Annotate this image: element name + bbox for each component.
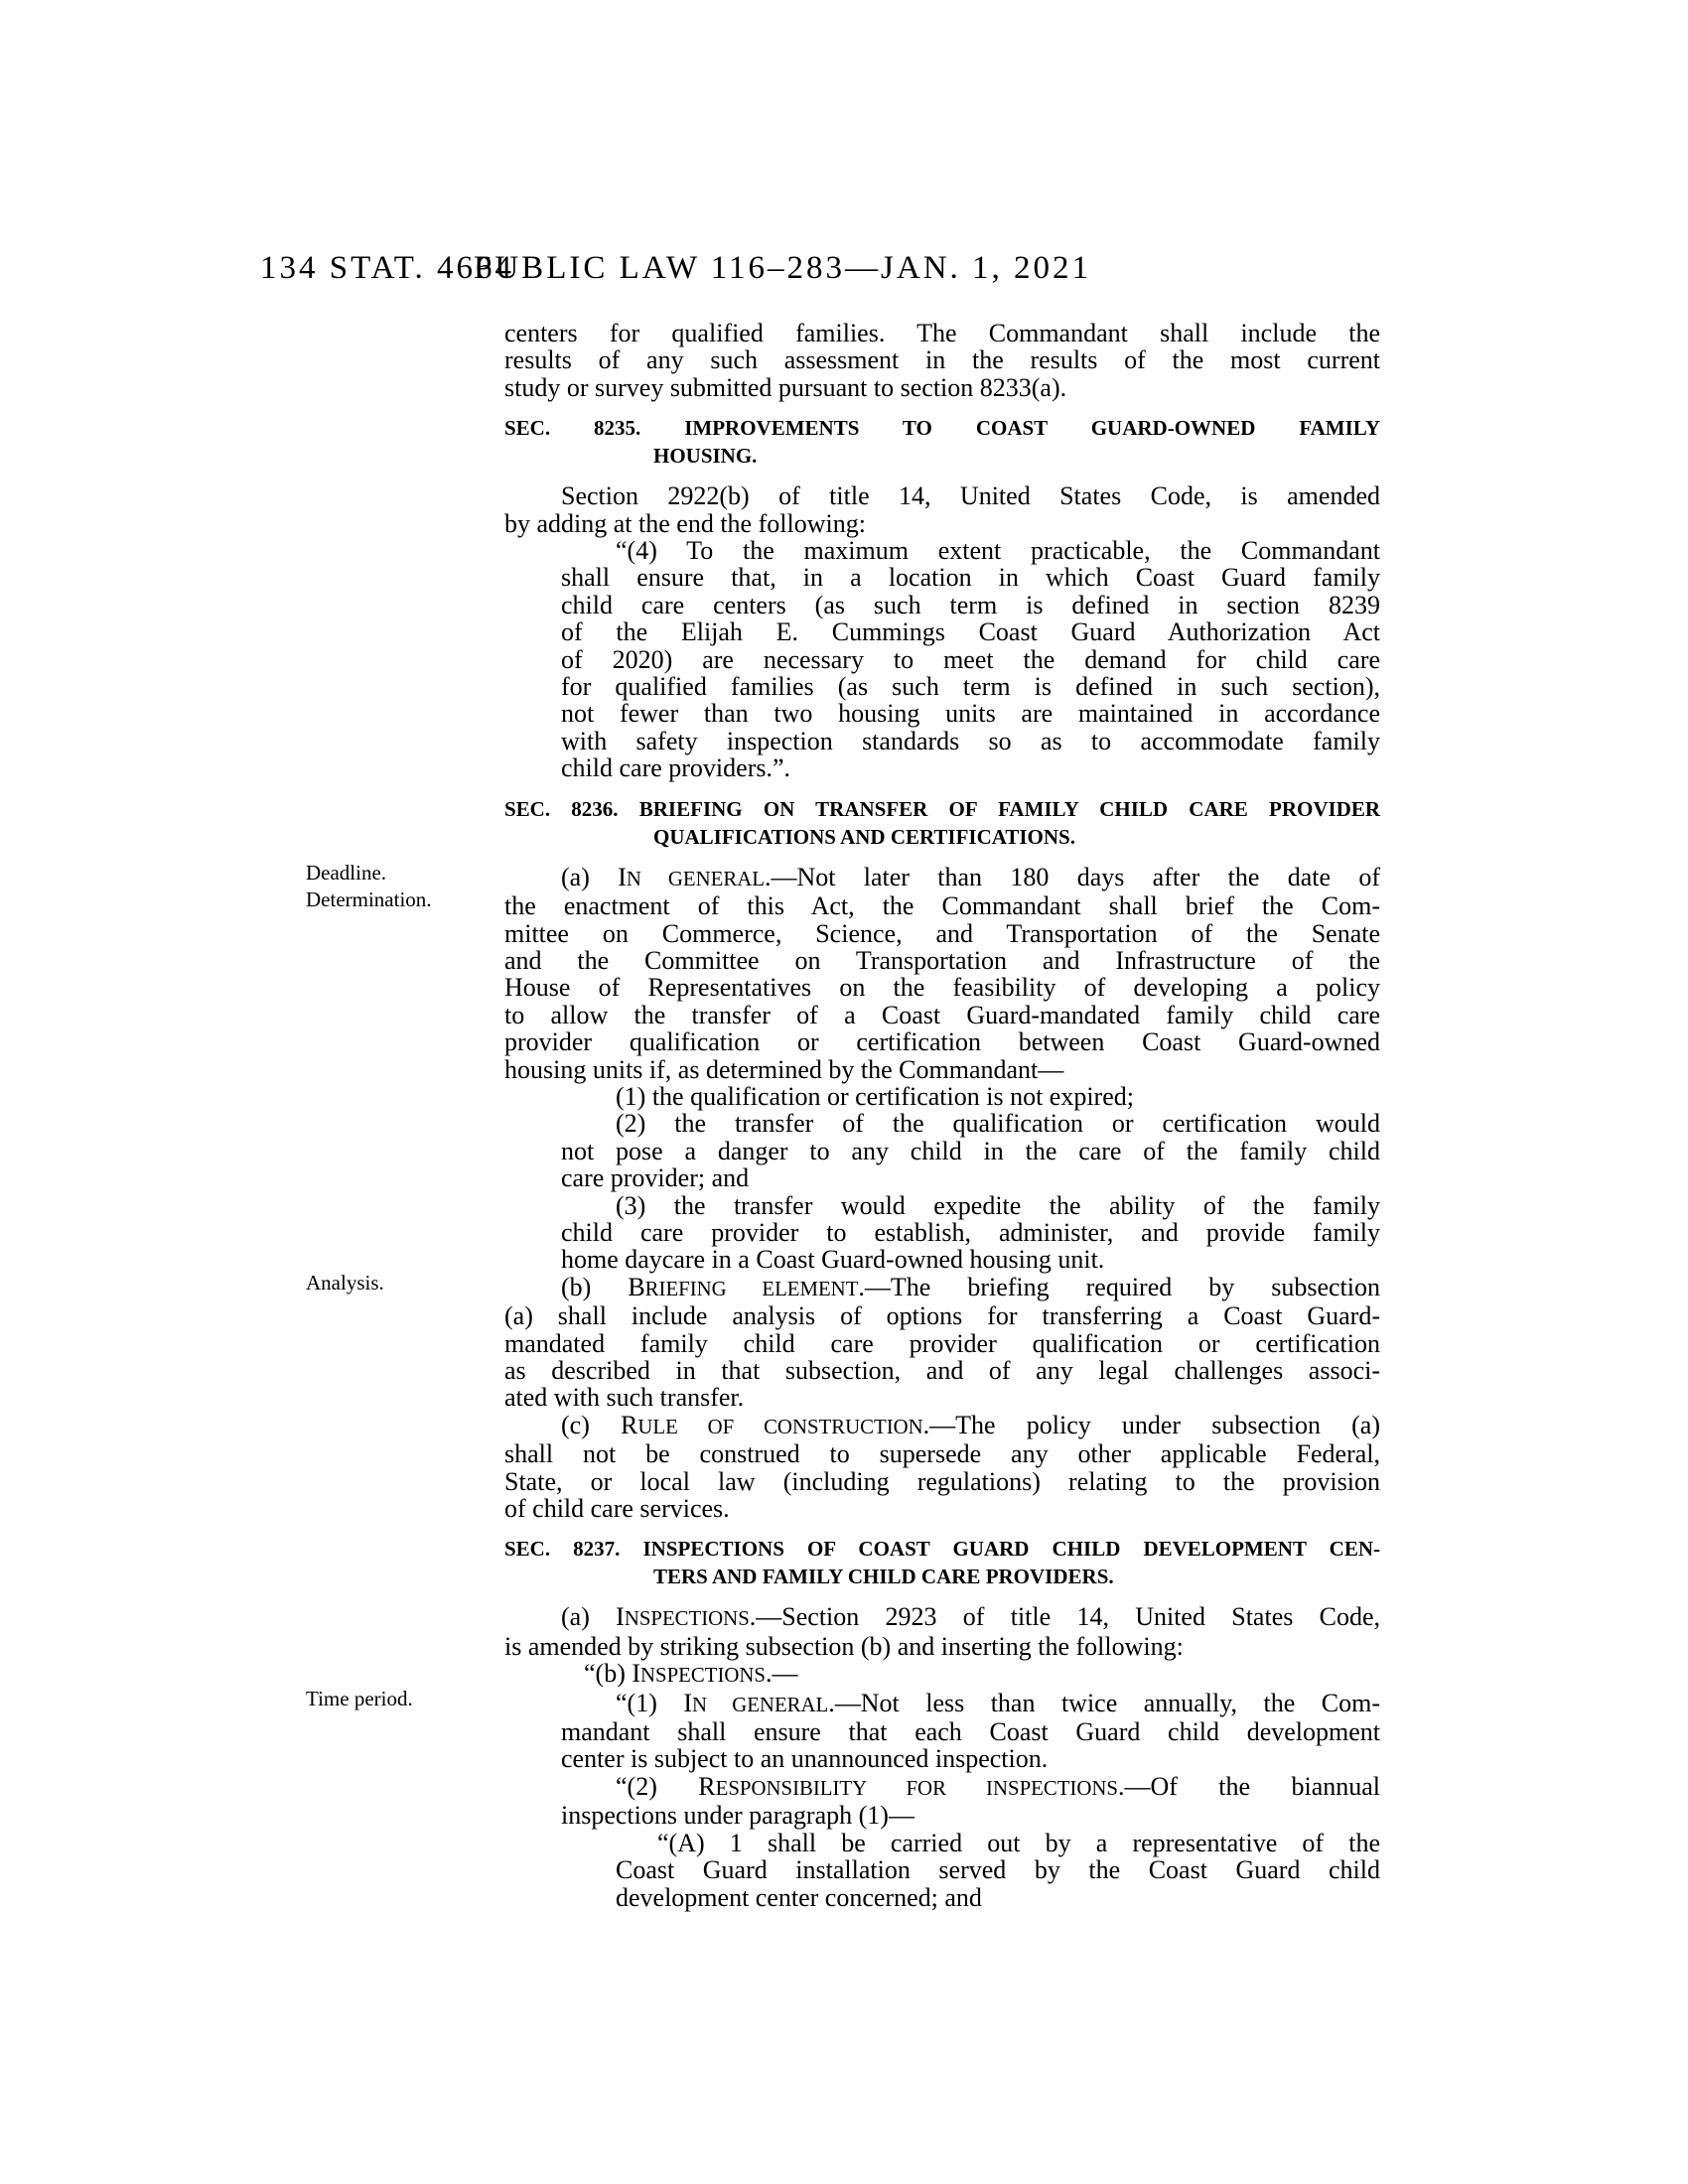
paragraph — [504, 1083, 1380, 1110]
text-line: with safety inspection standards so as to accommodate family — [561, 726, 1380, 755]
text-line: care provider; and — [561, 1163, 750, 1193]
small-caps-text: N GENERAL — [626, 867, 765, 890]
margin-note-line: Time period. — [306, 1686, 413, 1710]
small-caps-text: RIEFING ELEMENT — [644, 1277, 859, 1300]
text-line: (c) RULE OF CONSTRUCTION.—The policy under subsection (a) — [561, 1410, 1380, 1439]
text-line: (1) the qualification or certification is not expired; — [616, 1081, 1134, 1111]
text-line: House of Representatives on the feasibility of developing a policy — [504, 973, 1380, 1003]
text-line: SEC. 8235. IMPROVEMENTS TO COAST GUARD-OWNED FAMILY — [504, 416, 1380, 441]
text-line: housing units if, as determined by the Commandant— — [504, 1054, 1064, 1084]
margin-note — [306, 1686, 499, 1712]
text-line: (a) shall include analysis of options for transferring a Coast Guard- — [504, 1301, 1380, 1331]
text-line: (2) the transfer of the qualification or certification would — [616, 1109, 1380, 1139]
text-line: results of any such assessment in the results of the most current — [504, 345, 1380, 375]
text-line: SEC. 8237. INSPECTIONS OF COAST GUARD CHILD DEVELOPMENT CEN- — [504, 1537, 1380, 1562]
paragraph — [306, 1686, 1380, 1774]
text-line: Coast Guard installation served by the Coast Guard child — [616, 1855, 1380, 1885]
section-heading — [504, 1535, 1380, 1590]
small-caps-text: ULE OF CONSTRUCTION — [637, 1415, 923, 1438]
paragraph — [504, 1603, 1380, 1660]
text-line: for qualified families (as such term is defined in such section), — [561, 672, 1380, 702]
text-line: (b) BRIEFING ELEMENT.—The briefing required by subsection — [561, 1272, 1380, 1301]
text-line: Section 2922(b) of title 14, United States Code, is amended — [561, 481, 1380, 511]
text-line: center is subject to an unannounced inspection. — [561, 1744, 1049, 1774]
small-caps-text: N GENERAL — [692, 1693, 829, 1716]
margin-note-line: Determination. — [306, 887, 432, 911]
text-line: child care provider to establish, administer, and provide family — [561, 1217, 1380, 1247]
text-line: home daycare in a Coast Guard-owned housing unit. — [561, 1245, 1105, 1275]
margin-note-line: Deadline. — [306, 860, 387, 885]
text-line: not pose a danger to any child in the care of the family child — [561, 1136, 1380, 1165]
text-line: TERS AND FAMILY CHILD CARE PROVIDERS. — [653, 1565, 1114, 1589]
text-line: inspections under paragraph (1)— — [561, 1801, 914, 1831]
paragraph — [504, 482, 1380, 537]
text-line: shall ensure that, in a location in which Coast Guard family — [561, 563, 1380, 593]
text-line: as described in that subsection, and of any legal challenges associ- — [504, 1356, 1380, 1385]
paragraph — [504, 1110, 1380, 1191]
text-line: “(4) To the maximum extent practicable, the Commandant — [616, 536, 1380, 566]
paragraph — [504, 1773, 1380, 1830]
paragraph — [306, 860, 1381, 1084]
paragraph — [504, 537, 1380, 782]
small-caps-text: NSPECTIONS — [624, 1607, 750, 1631]
text-line: by adding at the end the following: — [504, 508, 866, 538]
law-citation: PUBLIC LAW 116–283—JAN. 1, 2021 — [474, 250, 1092, 286]
text-line: “(2) RESPONSIBILITY FOR INSPECTIONS.—Of the biannual — [616, 1771, 1381, 1801]
text-line: “(1) IN GENERAL.—Not less than twice annually, the Com- — [616, 1688, 1380, 1717]
section-heading — [504, 795, 1380, 851]
text-line: mandant shall ensure that each Coast Guard child development — [561, 1717, 1380, 1747]
text-line: the enactment of this Act, the Commandant shall brief the Com- — [504, 891, 1380, 921]
paragraph — [504, 1830, 1380, 1911]
paragraph — [504, 1192, 1380, 1274]
text-line: “(A) 1 shall be carried out by a representative of the — [657, 1828, 1380, 1857]
text-line: to allow the transfer of a Coast Guard-mandated family child care — [504, 1000, 1380, 1029]
text-line: (a) IN GENERAL.—Not later than 180 days after the date of — [561, 862, 1381, 891]
text-line: mittee on Commerce, Science, and Transportation of the Senate — [504, 918, 1380, 948]
text-line: not fewer than two housing units are maintained in accordance — [561, 699, 1380, 729]
text-column — [306, 319, 1381, 1912]
text-line: mandated family child care provider qualification or certification — [504, 1328, 1380, 1358]
text-line: QUALIFICATIONS AND CERTIFICATIONS. — [653, 824, 1075, 849]
text-line: of child care services. — [504, 1494, 730, 1524]
small-caps-text: ESPONSIBILITY FOR INSPECTIONS — [715, 1776, 1118, 1800]
section-heading — [504, 414, 1380, 470]
text-line: SEC. 8236. BRIEFING ON TRANSFER OF FAMILY CHILD CARE PROVIDER — [504, 796, 1380, 821]
text-line: development center concerned; and — [616, 1882, 982, 1912]
text-line: centers for qualified families. The Commandant shall include the — [504, 319, 1380, 347]
paragraph — [504, 320, 1380, 401]
text-line: child care providers.”. — [561, 753, 791, 783]
text-line: child care centers (as such term is defined in section 8239 — [561, 590, 1380, 619]
text-line: is amended by striking subsection (b) and inserting the following: — [504, 1631, 1184, 1661]
text-line: of 2020) are necessary to meet the demand for child care — [561, 644, 1380, 674]
small-caps-text: NSPECTIONS — [640, 1664, 766, 1688]
text-line: (3) the transfer would expedite the ability of the family — [616, 1190, 1380, 1220]
text-line: (a) INSPECTIONS.—Section 2923 of title 14, United States Code, — [561, 1602, 1380, 1632]
margin-note — [306, 1270, 499, 1297]
text-line: study or survey submitted pursuant to section 8233(a). — [504, 372, 1067, 402]
margin-note-line: Analysis. — [306, 1270, 384, 1295]
paragraph — [504, 1412, 1380, 1523]
text-line: “(b) INSPECTIONS.— — [584, 1659, 798, 1689]
text-line: of the Elijah E. Cummings Coast Guard Authorization Act — [561, 617, 1380, 647]
paragraph — [504, 1660, 1380, 1689]
text-line: State, or local law (including regulations) relating to the provision — [504, 1466, 1380, 1496]
text-line: HOUSING. — [653, 444, 758, 469]
stat-citation: 134 STAT. 4664 — [260, 250, 515, 286]
text-line: provider qualification or certification between Coast Guard-owned — [504, 1027, 1380, 1057]
paragraph — [306, 1270, 1380, 1413]
text-line: shall not be construed to supersede any other applicable Federal, — [504, 1439, 1380, 1469]
text-line: ated with such transfer. — [504, 1383, 745, 1413]
text-line: and the Committee on Transportation and Infrastructure of the — [504, 945, 1380, 975]
margin-note — [306, 860, 499, 913]
